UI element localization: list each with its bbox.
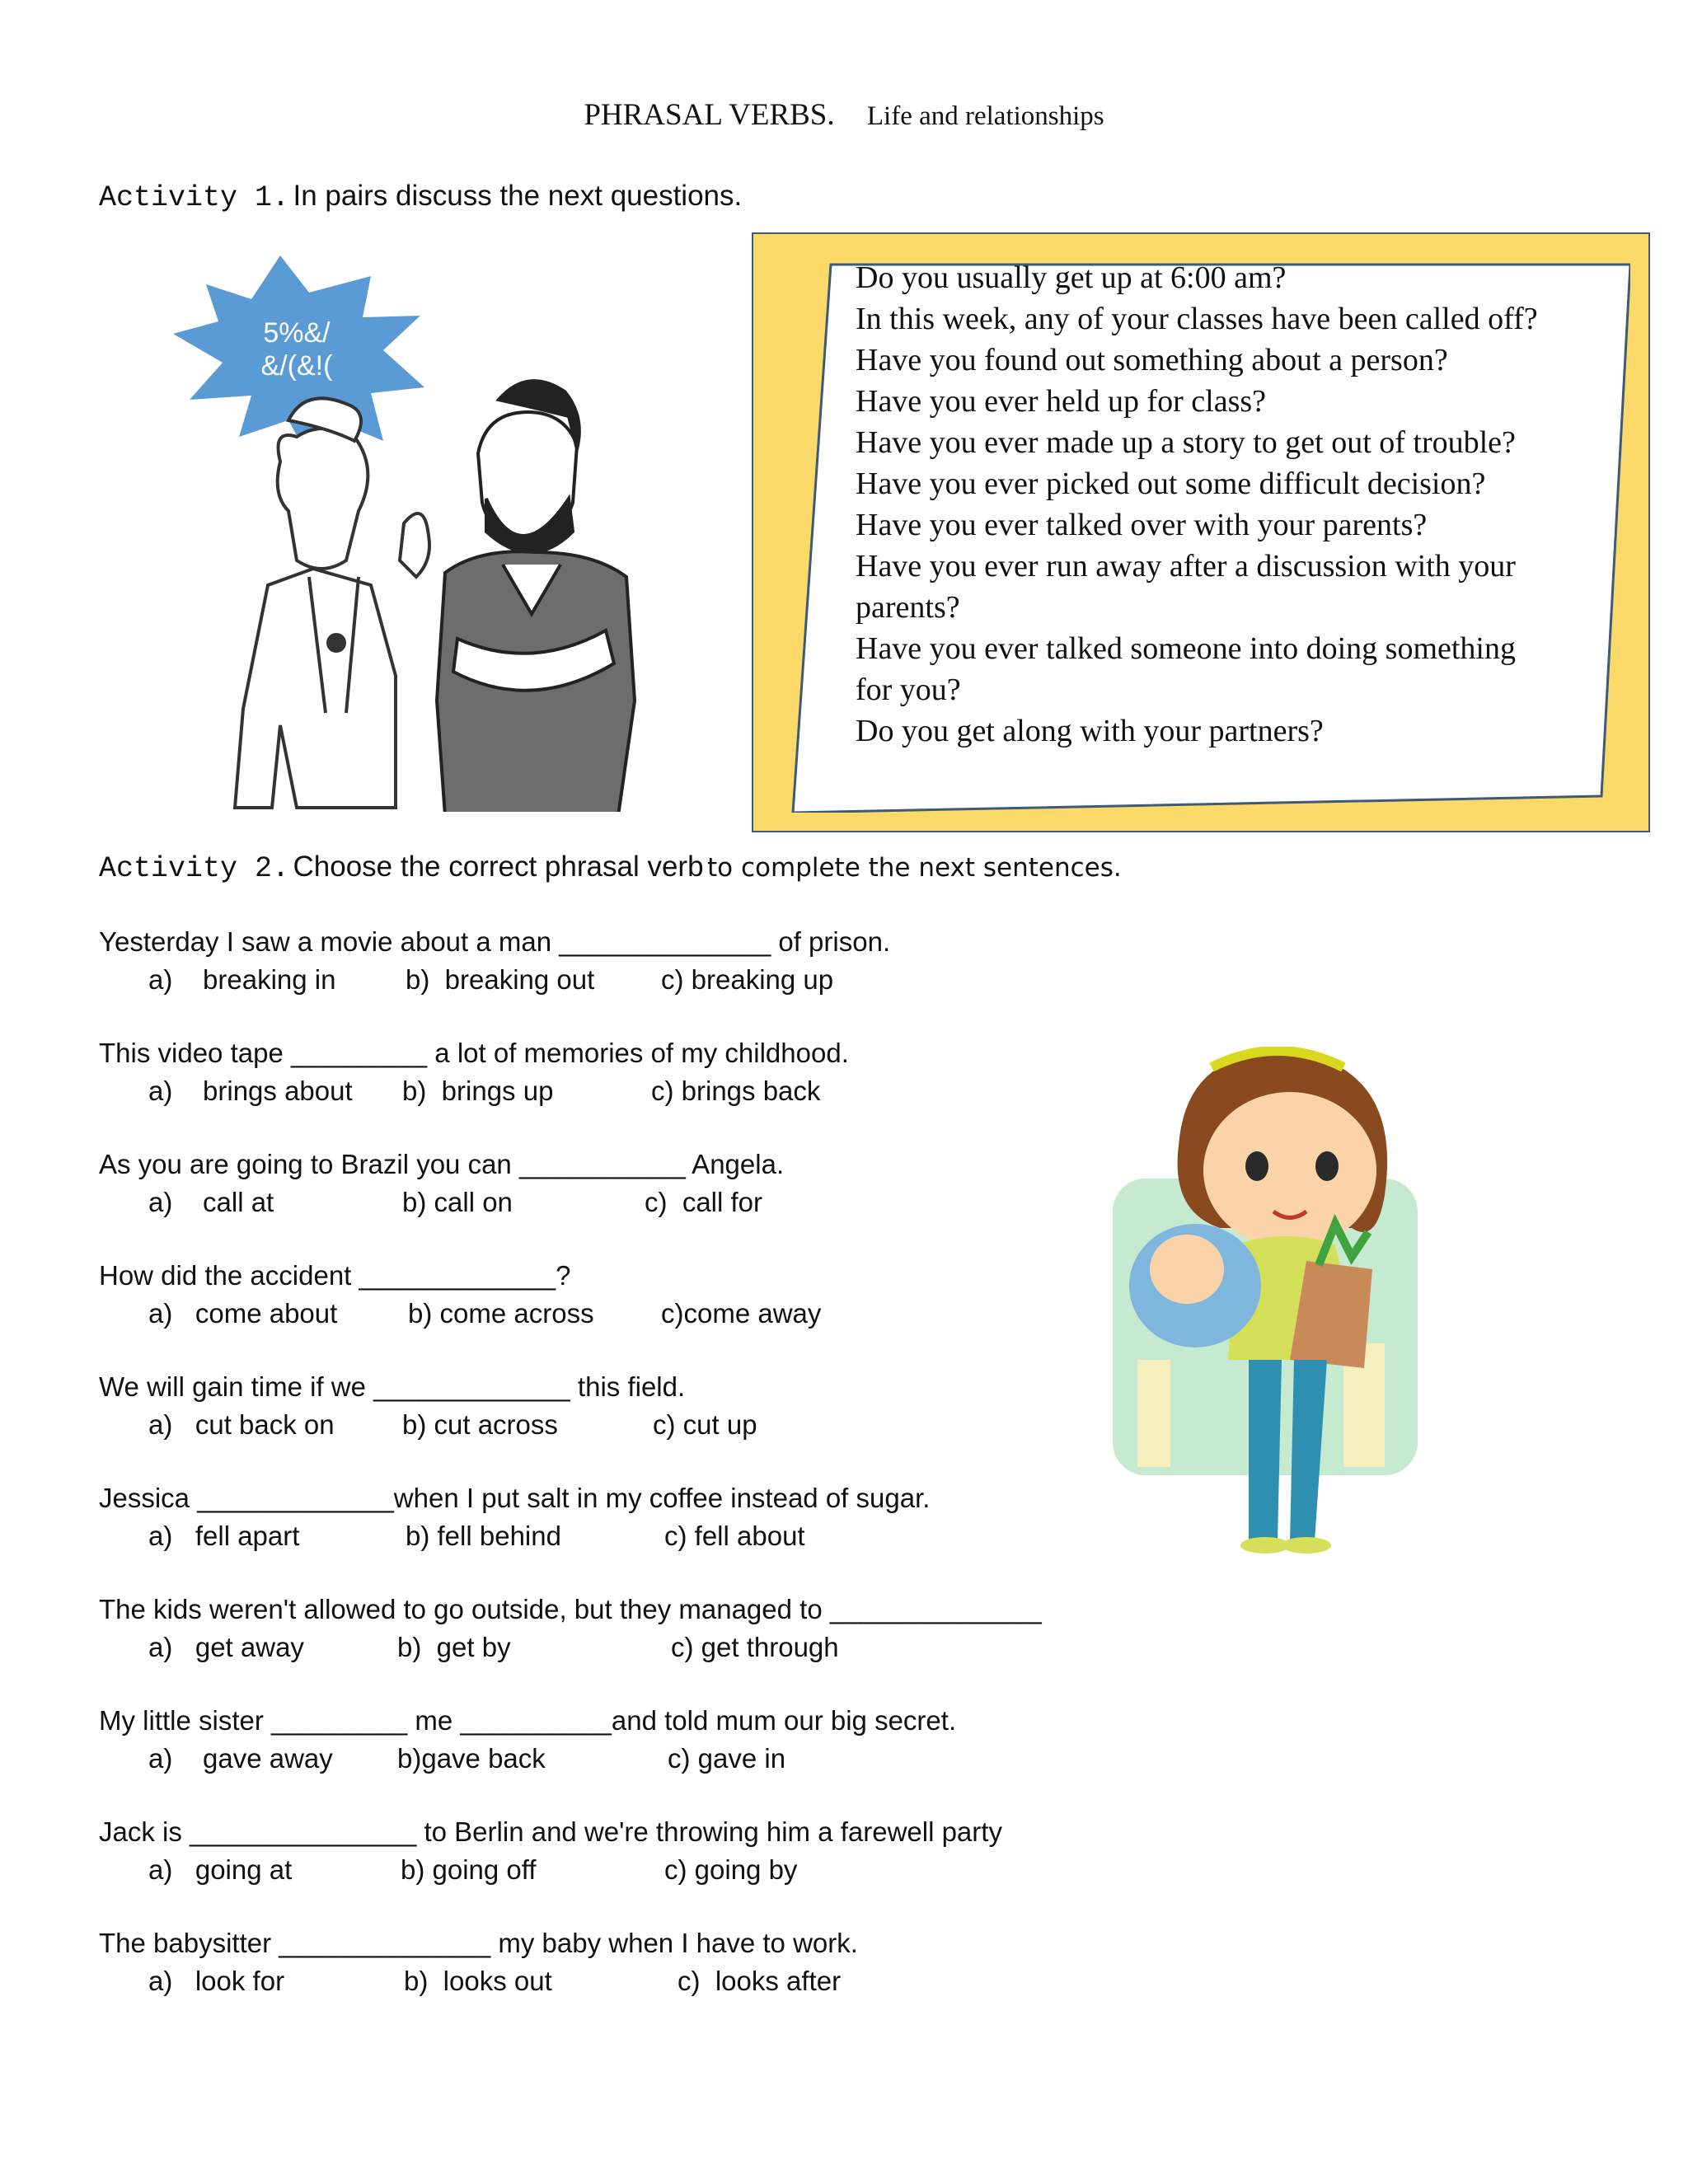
option-b: b) cut across — [402, 1409, 558, 1440]
question-line: for you? — [856, 673, 961, 707]
question-line: Do you usually get up at 6:00 am? — [856, 260, 1287, 295]
exercise-item — [99, 1479, 1129, 1591]
option-a: a) come about — [148, 1298, 338, 1329]
option-c: c)come away — [661, 1298, 822, 1329]
option-c: c) fell about — [664, 1521, 805, 1551]
option-a: a) gave away — [148, 1743, 333, 1774]
option-b: b) brings up — [402, 1076, 554, 1106]
question-line: parents? — [856, 590, 960, 625]
option-b: b) get by — [397, 1632, 511, 1662]
option-a: a) going at — [148, 1854, 293, 1885]
speech-bubble-line1: 5%&/ — [263, 317, 331, 349]
exercise-item — [99, 923, 1129, 1034]
option-a: a) brings about — [148, 1076, 353, 1106]
two-men-drawing — [173, 251, 734, 812]
exercise-stem: The kids weren't allowed to go outside, but they managed to ______________ — [99, 1594, 1042, 1624]
option-a: a) call at — [148, 1187, 274, 1217]
eye-shape — [1245, 1151, 1268, 1181]
exercise-stem: Jack is _______________ to Berlin and we're throwing him a farewell party — [99, 1816, 1002, 1847]
activity1-instruction: In pairs discuss the next questions. — [293, 180, 743, 212]
option-c: c) brings back — [651, 1076, 821, 1106]
face-shape — [1203, 1092, 1376, 1249]
option-c: c) breaking up — [661, 964, 834, 995]
option-a: a) breaking in — [148, 964, 336, 995]
activity2-questions — [99, 923, 1129, 2036]
option-b: b)gave back — [397, 1743, 546, 1774]
mother-with-baby-drawing — [1071, 1047, 1451, 1558]
leg-shape — [1249, 1360, 1282, 1541]
exercise-stem: Yesterday I saw a movie about a man ______________ of prison. — [99, 926, 891, 957]
question-line: Do you get along with your partners? — [856, 714, 1324, 748]
speech-bubble-line2: &/(&!( — [260, 350, 333, 382]
option-c: c) get through — [671, 1632, 839, 1662]
title-subtitle: Life and relationships — [866, 101, 1104, 131]
exercise-stem: The babysitter ______________ my baby when I have to work. — [99, 1928, 858, 1958]
option-c: c) looks after — [678, 1966, 842, 1996]
bearded-man-figure — [437, 381, 635, 812]
activity2-label: Activity 2. — [99, 852, 290, 885]
option-b: b) going off — [401, 1854, 537, 1885]
eye-shape — [1315, 1151, 1339, 1181]
question-line: Have you found out something about a person? — [856, 343, 1448, 377]
exercise-item — [99, 1034, 1129, 1146]
option-a: a) cut back on — [148, 1409, 335, 1440]
exercise-item — [99, 1146, 1129, 1257]
question-line: Have you ever talked over with your parents? — [856, 508, 1428, 542]
title-main: PHRASAL VERBS. — [584, 98, 835, 132]
option-b: b) call on — [402, 1187, 513, 1217]
option-c: c) cut up — [653, 1409, 757, 1440]
questions-list — [856, 257, 1597, 752]
exercise-item — [99, 1257, 1129, 1368]
two-men-illustration — [173, 251, 734, 816]
exercise-item — [99, 1702, 1129, 1813]
option-b: b) come across — [408, 1298, 594, 1329]
option-c: c) gave in — [668, 1743, 786, 1774]
question-line: In this week, any of your classes have been called off? — [856, 302, 1538, 336]
exercise-stem: How did the accident _____________? — [99, 1260, 571, 1291]
page-title — [0, 97, 1688, 133]
question-line: Have you ever talked someone into doing something — [856, 631, 1516, 666]
shoe-shape — [1282, 1537, 1331, 1554]
exercise-item — [99, 1591, 1129, 1702]
young-man-figure — [235, 398, 429, 808]
building-shape — [1137, 1360, 1170, 1467]
exercise-stem: My little sister _________ me __________and told mum our big secret. — [99, 1705, 957, 1736]
exercise-stem: This video tape _________ a lot of memories of my childhood. — [99, 1038, 849, 1068]
option-a: a) fell apart — [148, 1521, 300, 1551]
exercise-item — [99, 1368, 1129, 1479]
activity2-instruction-tail: to complete the next sentences. — [707, 853, 1122, 883]
option-c: c) call for — [645, 1187, 763, 1217]
option-a: a) get away — [148, 1632, 304, 1662]
exercise-item — [99, 1924, 1129, 2036]
option-b: b) looks out — [404, 1966, 552, 1996]
activity2-instruction: Choose the correct phrasal verb — [293, 851, 704, 883]
question-line: Have you ever run away after a discussion with your — [856, 549, 1516, 583]
option-a: a) look for — [148, 1966, 285, 1996]
discussion-questions-box — [752, 232, 1650, 832]
exercise-stem: We will gain time if we _____________ this field. — [99, 1371, 686, 1402]
question-line: Have you ever made up a story to get out of trouble? — [856, 425, 1516, 460]
exercise-item — [99, 1813, 1129, 1924]
exercise-stem: Jessica _____________when I put salt in my coffee instead of sugar. — [99, 1483, 931, 1513]
question-line: Have you ever held up for class? — [856, 384, 1267, 419]
option-b: b) breaking out — [406, 964, 595, 995]
activity1-label: Activity 1. — [99, 181, 290, 214]
option-b: b) fell behind — [406, 1521, 561, 1551]
option-c: c) going by — [664, 1854, 798, 1885]
activity1-heading — [99, 180, 742, 214]
activity2-heading — [99, 851, 1122, 885]
question-line: Have you ever picked out some difficult decision? — [856, 466, 1486, 501]
mother-with-baby-illustration — [1071, 1047, 1451, 1562]
baby-face-shape — [1150, 1235, 1224, 1304]
exercise-stem: As you are going to Brazil you can ___________ Angela. — [99, 1149, 785, 1179]
